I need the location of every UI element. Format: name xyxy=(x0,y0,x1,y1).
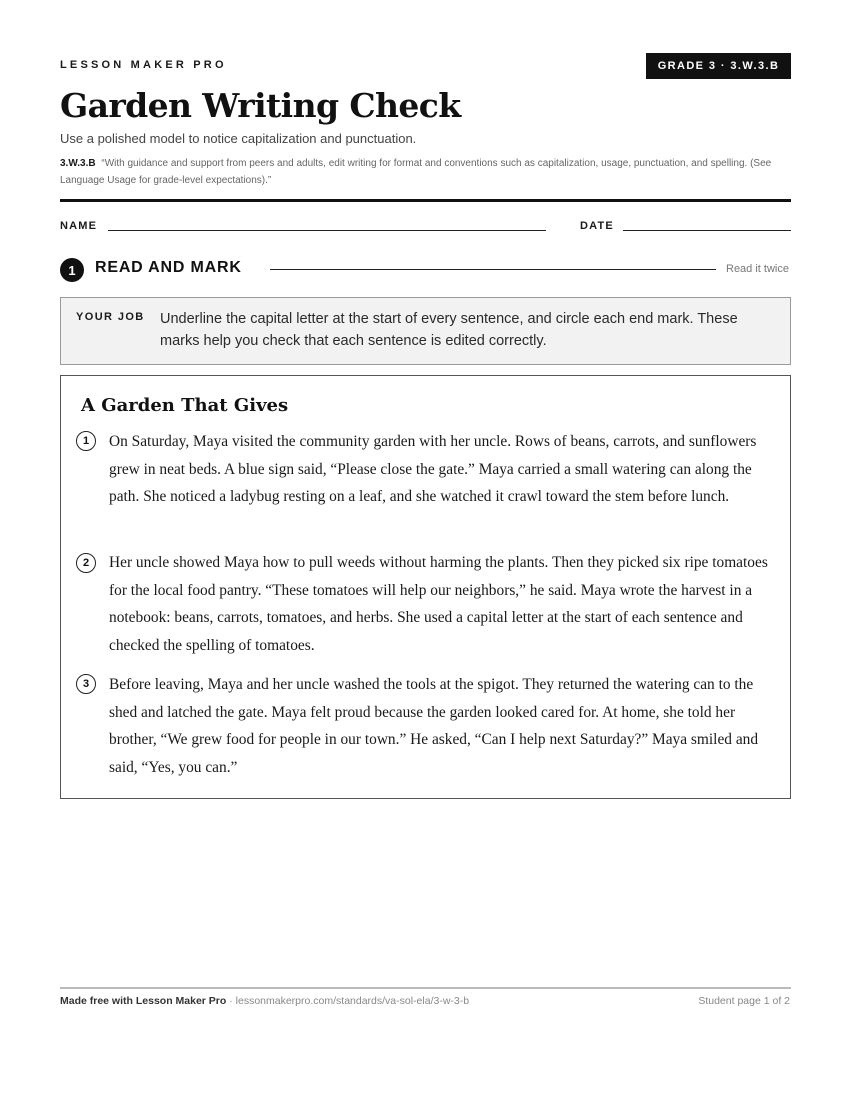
header-divider xyxy=(60,199,791,202)
footer-url[interactable]: lessonmakerpro.com/standards/va-sol-ela/3-w-3-b xyxy=(235,995,470,1007)
paragraph-number-2: 2 xyxy=(76,553,96,573)
footer-page-label: Student page 1 of 2 xyxy=(698,995,790,1007)
section-divider xyxy=(270,269,716,270)
name-label: NAME xyxy=(60,220,98,232)
paragraph-number-1: 1 xyxy=(76,431,96,451)
section-title: READ AND MARK xyxy=(95,259,242,276)
name-field-line[interactable] xyxy=(108,230,546,231)
footer-made-with: Made free with Lesson Maker Pro xyxy=(60,995,227,1007)
paragraph-number-3: 3 xyxy=(76,674,96,694)
standard-text: “With guidance and support from peers and adults, edit writing for format and conventions such as capitalization, usage, punctuation, and spelling. (See Language Usage for grade-level expectations).” xyxy=(60,158,772,186)
brand-name: LESSON MAKER PRO xyxy=(60,59,227,71)
instructions-text: Underline the capital letter at the start of every sentence, and circle each end mark. These marks help you check that each sentence is edited correctly. xyxy=(160,311,738,349)
page-title: Garden Writing Check xyxy=(60,86,461,125)
reading-passage xyxy=(60,375,791,799)
section-number-badge: 1 xyxy=(60,258,84,282)
date-field-line[interactable] xyxy=(623,230,791,231)
footer-credit xyxy=(60,995,469,1007)
paragraph-1: On Saturday, Maya visited the community garden with her uncle. Rows of beans, carrots, and sunflowers grew in neat beds. A blue sign said, “Please close the gate.” Maya carried a small watering can along the path. She noticed a ladybug resting on a leaf, and she watched it crawl toward the stem before lunch. xyxy=(109,433,757,506)
footer-divider xyxy=(60,987,791,989)
section-note: Read it twice xyxy=(726,263,789,275)
date-label: DATE xyxy=(580,220,614,232)
paragraph-3: Before leaving, Maya and her uncle washed the tools at the spigot. They returned the watering can to the shed and latched the gate. Maya felt proud because the garden looked cared for. At home, she told her brother, “We grew food for people in our town.” He asked, “Can I help next Saturday?” Maya smiled and said, “Yes, you can.” xyxy=(109,676,759,777)
passage-title: A Garden That Gives xyxy=(81,395,289,416)
instructions-box xyxy=(60,297,791,365)
page-subtitle: Use a polished model to notice capitalization and punctuation. xyxy=(60,131,417,146)
instructions-label: YOUR JOB xyxy=(76,311,145,323)
grade-badge: GRADE 3 · 3.W.3.B xyxy=(646,53,791,79)
paragraph-2: Her uncle showed Maya how to pull weeds without harming the plants. Then they picked six ripe tomatoes for the local food pantry. “These tomatoes will help our neighbors,” he said. Maya wrote the harvest in a notebook: beans, carrots, tomatoes, and herbs. She used a capital letter at the start of each sentence and checked the spelling of tomatoes. xyxy=(109,554,768,655)
footer-separator: · xyxy=(226,995,236,1007)
standard-description xyxy=(60,155,800,189)
standard-code: 3.W.3.B xyxy=(60,158,96,169)
